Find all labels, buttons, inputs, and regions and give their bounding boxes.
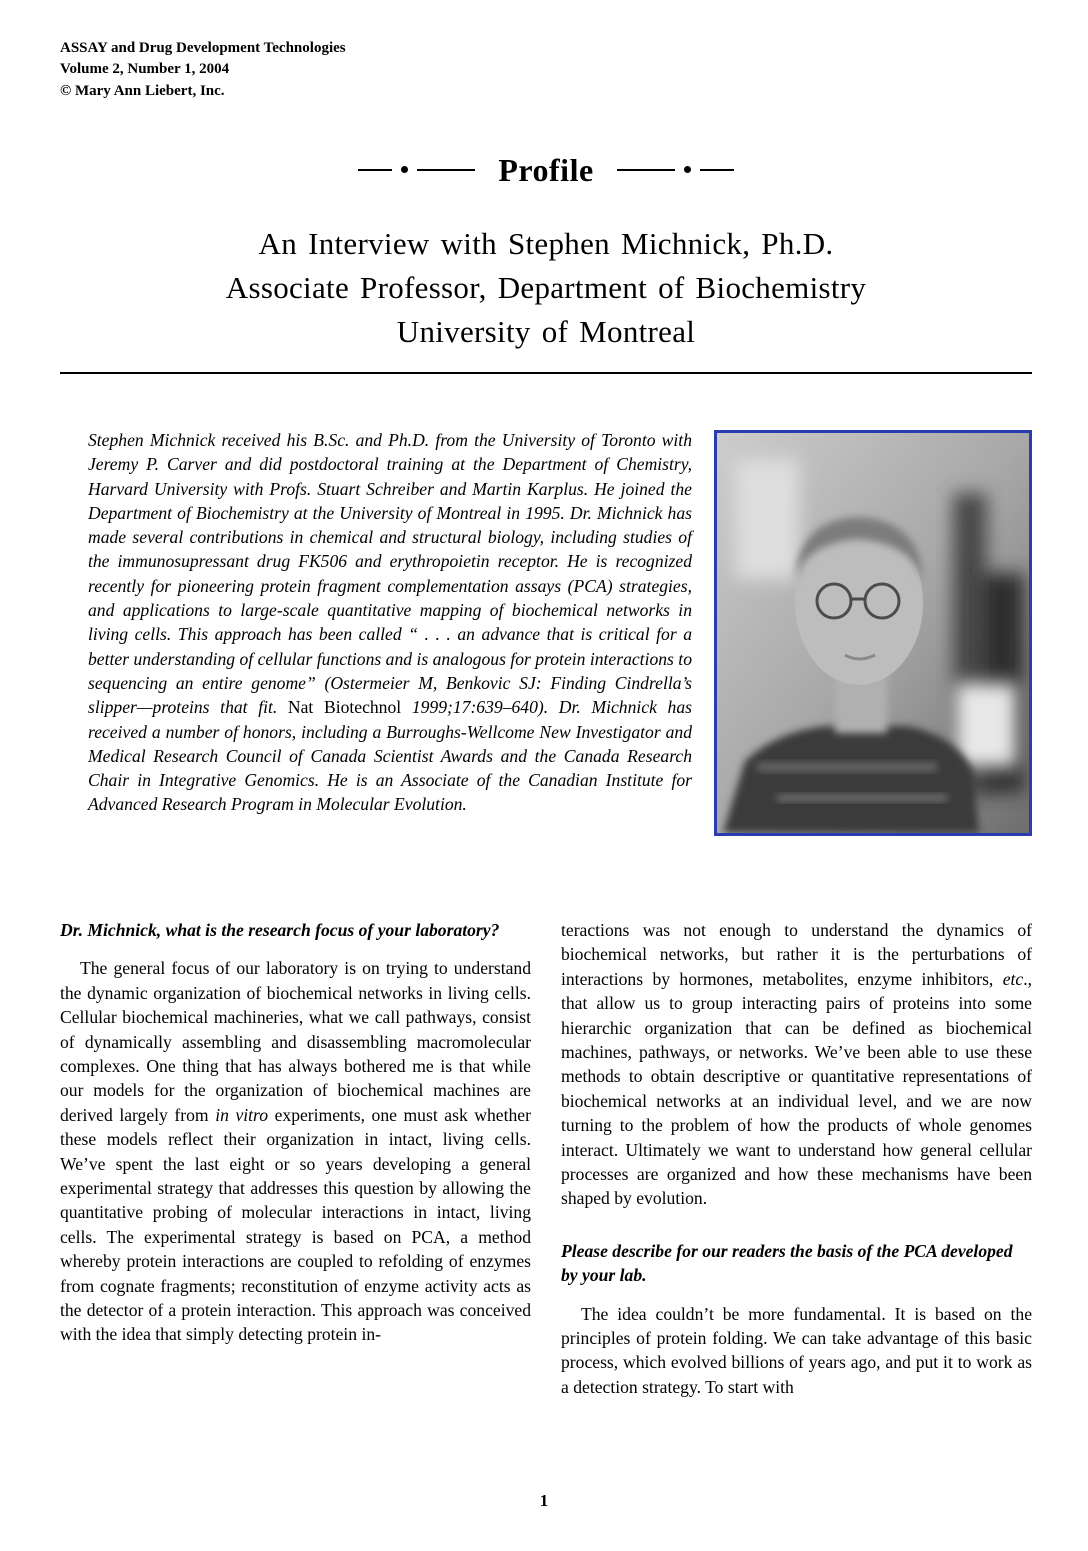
continuation-latin-term: etc <box>1002 968 1024 989</box>
article-body <box>60 918 1032 1399</box>
question-heading-2: Please describe for our readers the basis of the PCA developed by your lab. <box>561 1240 1013 1286</box>
answer-1-latin-term: in vitro <box>215 1104 269 1125</box>
profile-photo <box>714 430 1032 836</box>
title-rule <box>60 372 1032 374</box>
decorative-rule-right-outer <box>700 169 734 172</box>
bio-journal-citation: Nat Biotechnol <box>287 697 412 718</box>
title-line-2: Associate Professor, Department of Biochemistry <box>225 269 867 305</box>
section-label: Profile <box>498 151 594 188</box>
decorative-dot-left <box>401 166 408 173</box>
column-left <box>60 918 531 1399</box>
page-number: 1 <box>539 1491 549 1510</box>
continuation-text-cont: ., that allow us to group interacting pairs of proteins into some hierarchic organization that can be defined as biochemical machines, pathways, or networks. We’ve been able to use these methods to obtain descriptive or quantitative representations of biochemical networks at an individual level, and we are now turning to the problem of how the products of whole genomes interact. Ultimately we want to understand how general cellular processes are organized and how these mechanisms have been shaped by evolution. <box>561 968 1032 1209</box>
answer-paragraph-2: The idea couldn’t be more fundamental. It is based on the principles of protein folding. We can take advantage of this basic process, which evolved billions of years ago, and put it to work as a detection strategy. To start with <box>561 1303 1032 1397</box>
bio-section <box>60 428 1032 846</box>
continuation-text: teractions was not enough to understand the dynamics of biochemical networks, but rather it is the perturbations of interactions by hormones, metabolites, enzyme inhibitors, <box>561 919 1032 989</box>
decorative-rule-left-outer <box>358 169 392 172</box>
answer-paragraph-1 <box>60 956 531 1347</box>
article-title <box>60 222 1032 354</box>
section-heading <box>60 151 1032 188</box>
answer-1-text: The general focus of our laboratory is on trying to understand the dynamic organization of biochemical networks in living cells. Cellular biochemical machineries, what we call pathways, consist of dynamically assembling and disassembling macromolecular complexes. One thing that has always bothered me is that while our models for the organization of biochemical machines are derived largely from <box>60 958 531 1125</box>
decorative-rule-right-inner <box>617 169 675 172</box>
journal-header <box>60 38 1032 102</box>
journal-name: ASSAY and Drug Development Technologies <box>60 40 346 56</box>
portrait-image <box>717 433 1029 833</box>
column-right <box>561 918 1032 1399</box>
page-footer <box>0 1491 1088 1511</box>
title-line-1: An Interview with Stephen Michnick, Ph.D. <box>258 225 834 261</box>
answer-continuation-paragraph <box>561 918 1032 1211</box>
bio-text-italic-2: 1999;17:639–640). Dr. Michnick has received a number of honors, including a Burroughs-Wellcome New Investigator and Medical Research Council of Canada Scientist Awards and the Canada Research Chair in Integrative Genomics. He is an Associate of the Canadian Institute for Advanced Research Program in Molecular Evolution. <box>88 697 692 815</box>
decorative-rule-left-inner <box>417 169 475 172</box>
title-line-3: University of Montreal <box>396 313 696 349</box>
journal-volume: Volume 2, Number 1, 2004 <box>60 61 230 78</box>
bio-text-italic-1: Stephen Michnick received his B.Sc. and Ph.D. from the University of Toronto with Jeremy P. Carver and did postdoctoral training at the Department of Chemistry, Harvard University with Profs. Stuart Schreiber and Martin Karplus. He joined the Department of Biochemistry at the University of Montreal in 1995. Dr. Michnick has made several contributions in chemical and structural biology, including studies of the immunosupressant drug FK506 and erythropoietin receptor. He is recognized recently for pioneering protein fragment complementation assays (PCA) strategies, and applications to large-scale quantitative mapping of biochemical networks in living cells. This approach has been called “ . . . an advance that is critical for a better understanding of cellular functions and is analogous for protein interactions to sequencing an entire genome” (Ostermeier M, Benkovic SJ: Finding Cindrella’s slipper—proteins that fit. <box>88 429 692 718</box>
answer-1-text-cont: experiments, one must ask whether these models reflect their organization in intact, living cells. We’ve spent the last eight or so years developing a general experimental strategy that addresses this question by allowing the quantitative probing of molecular interactions in intact, living cells. The experimental strategy is based on PCA, a method whereby protein interactions are coupled to refolding of enzymes from cognate fragments; reconstitution of enzyme activity acts as the detector of a protein interaction. This approach was conceived with the idea that simply detecting protein in- <box>60 1104 531 1345</box>
question-heading-1: Dr. Michnick, what is the research focus of your laboratory? <box>60 919 500 940</box>
journal-copyright: © Mary Ann Liebert, Inc. <box>60 82 225 99</box>
decorative-dot-right <box>684 166 691 173</box>
